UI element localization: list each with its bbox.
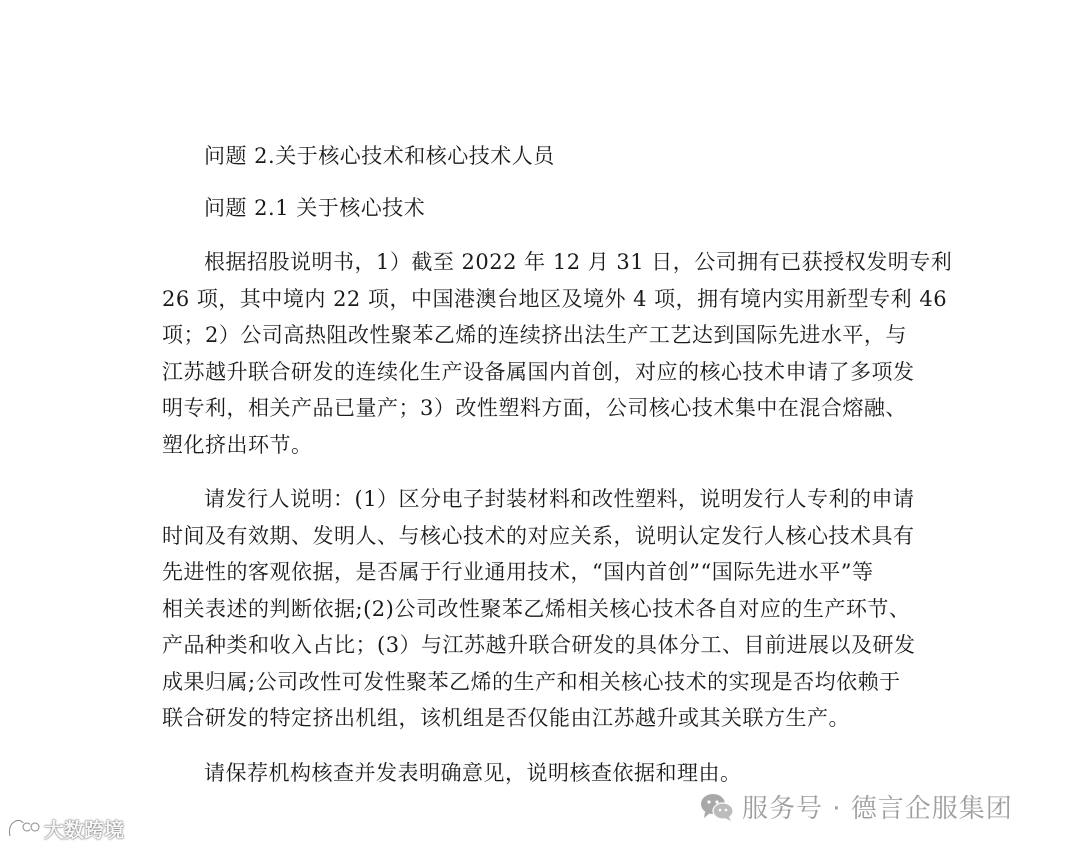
paragraph-line: 相关表述的判断依据;(2)公司改性聚苯乙烯相关核心技术各自对应的生产环节、 — [162, 596, 911, 621]
paragraph-line: 成果归属;公司改性可发性聚苯乙烯的生产和相关核心技术的实现是否均依赖于 — [162, 669, 901, 694]
paragraph-line: 请保荐机构核查并发表明确意见，说明核查依据和理由。 — [204, 760, 742, 785]
paragraph-line: 先进性的客观依据，是否属于行业通用技术，“国内首创”“国际先进水平”等 — [162, 560, 874, 584]
paragraph-line: 根据招股说明书，1）截至 2022 年 12 月 31 日，公司拥有已获授权发明专利 — [204, 250, 953, 274]
watermark-right-text: 服务号 · 德言企服集团 — [742, 794, 1013, 824]
paragraph-line: 江苏越升联合研发的连续化生产设备属国内首创，对应的核心技术申请了多项发 — [162, 359, 915, 384]
watermark-left-text: 大数跨境 — [44, 818, 124, 842]
watermark-left — [6, 814, 124, 843]
paragraph-line: 项；2）公司高热阻改性聚苯乙烯的连续挤出法生产工艺达到国际先进水平，与 — [162, 323, 907, 347]
question-heading: 问题 2.关于核心技术和核心技术人员 — [204, 144, 555, 168]
sub-question-heading: 问题 2.1 关于核心技术 — [204, 196, 426, 220]
paragraph-line: 产品种类和收入占比；(3）与江苏越升联合研发的具体分工、目前进展以及研发 — [162, 633, 916, 657]
document-body — [162, 140, 953, 809]
paragraph-line: 明专利，相关产品已量产；3）改性塑料方面，公司核心技术集中在混合熔融、 — [162, 396, 907, 420]
watermark-right — [700, 788, 1013, 825]
paragraph-line: 26 项，其中境内 22 项，中国港澳台地区及境外 4 项，拥有境内实用新型专利 46 — [162, 286, 948, 311]
wechat-icon — [700, 792, 734, 822]
paragraph-line: 联合研发的特定挤出机组，该机组是否仅能由江苏越升或其关联方生产。 — [162, 706, 850, 730]
paragraph-line: 塑化挤出环节。 — [162, 432, 313, 457]
paragraph-sponsor — [162, 755, 922, 792]
paragraph-line: 请发行人说明：(1）区分电子封装材料和改性塑料，说明发行人专利的申请 — [204, 487, 915, 511]
paragraph-background — [162, 244, 953, 463]
paragraph-request — [162, 481, 922, 737]
paragraph-line: 时间及有效期、发明人、与核心技术的对应关系，说明认定发行人核心技术具有 — [162, 523, 915, 548]
bilibili-style-logo-icon — [6, 816, 40, 842]
